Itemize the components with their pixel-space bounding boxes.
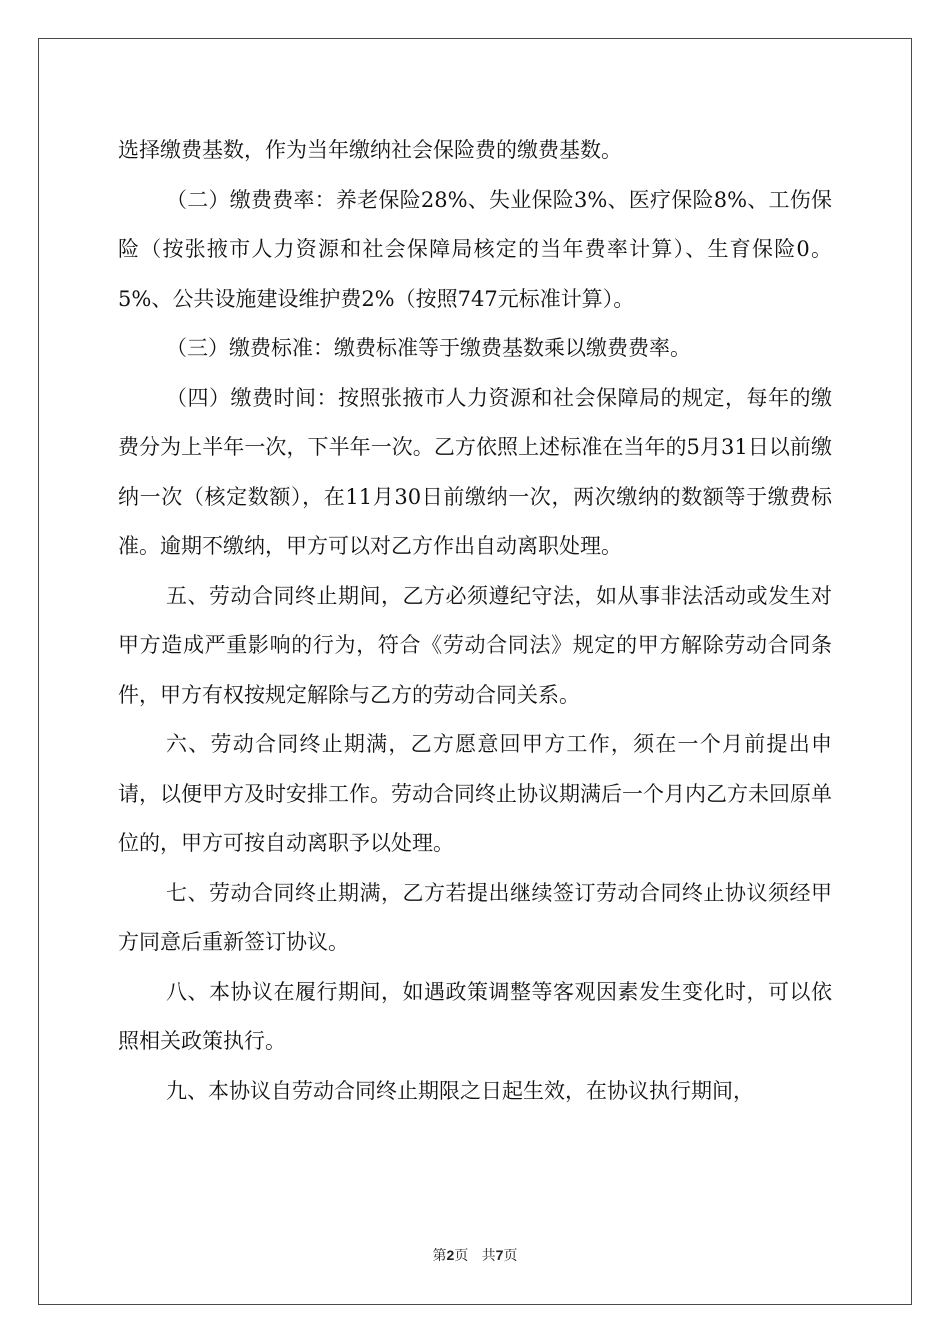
paragraph: 五、劳动合同终止期间，乙方必须遵纪守法，如从事非法活动或发生对甲方造成严重影响的行为，符合《劳动合同法》规定的甲方解除劳动合同条件，甲方有权按规定解除与乙方的劳动合同关系。 xyxy=(118,583,832,707)
page-prefix: 第 xyxy=(432,1248,447,1264)
paragraph: （四）缴费时间：按照张掖市人力资源和社会保障局的规定，每年的缴费分为上半年一次，下半年一次。乙方依照上述标准在当年的5月31日以前缴纳一次（核定数额），在11月30日前缴纳一次，两次缴纳的数额等于缴费标准。逾期不缴纳，甲方可以对乙方作出自动离职处理。 xyxy=(118,385,832,558)
total-pages: 7 xyxy=(495,1247,504,1263)
page-footer xyxy=(0,1245,950,1265)
paragraph: 七、劳动合同终止期满，乙方若提出继续签订劳动合同终止协议须经甲方同意后重新签订协议。 xyxy=(118,880,832,954)
paragraph: （二）缴费费率：养老保险28%、失业保险3%、医疗保险8%、工伤保险（按张掖市人力资源和社会保障局核定的当年费率计算）、生育保险0。5%、公共设施建设维护费2%（按照747元标准计算）。 xyxy=(118,187,832,311)
paragraph: 选择缴费基数，作为当年缴纳社会保险费的缴费基数。 xyxy=(118,138,622,162)
paragraph: 九、本协议自劳动合同终止期限之日起生效，在协议执行期间， xyxy=(166,1078,754,1103)
total-unit: 页 xyxy=(503,1248,518,1264)
paragraph: 八、本协议在履行期间，如遇政策调整等客观因素发生变化时，可以依照相关政策执行。 xyxy=(118,979,832,1053)
page-number: 2 xyxy=(446,1247,455,1263)
page-unit: 页 xyxy=(454,1248,469,1264)
paragraph: 六、劳动合同终止期满，乙方愿意回甲方工作，须在一个月前提出申请，以便甲方及时安排工作。劳动合同终止协议期满后一个月内乙方未回原单位的，甲方可按自动离职予以处理。 xyxy=(118,732,832,855)
paragraph: （三）缴费标准：缴费标准等于缴费基数乘以缴费费率。 xyxy=(166,336,691,360)
total-prefix: 共 xyxy=(481,1248,496,1264)
document-body xyxy=(118,126,832,1116)
